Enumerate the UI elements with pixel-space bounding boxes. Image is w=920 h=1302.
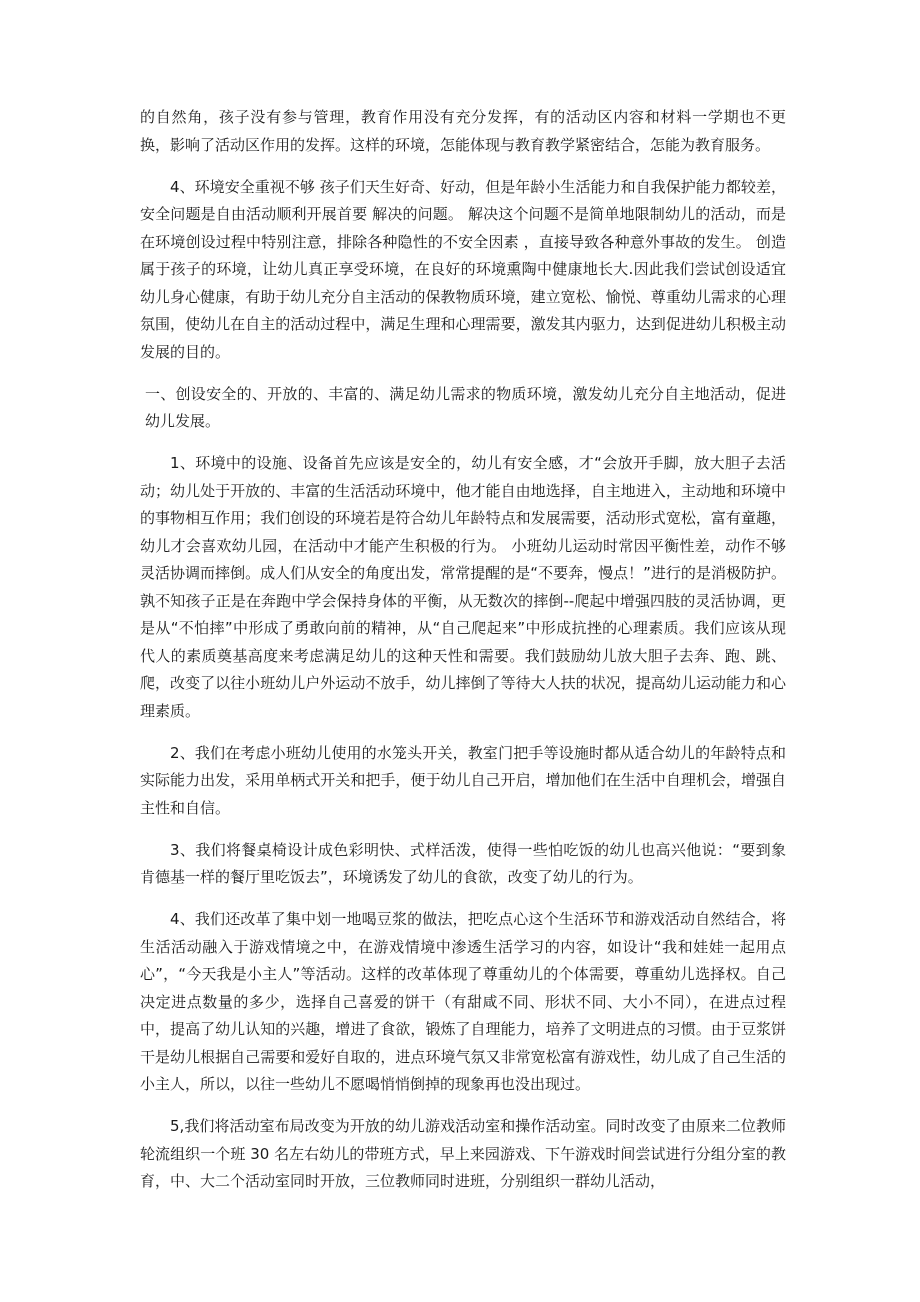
- section-heading: 一、创设安全的、开放的、丰富的、满足幼儿需求的物质环境，激发幼儿充分自主地活动，促进幼儿发展。: [145, 384, 786, 430]
- paragraph-item-3: 3、我们将餐桌椅设计成色彩明快、式样活泼，使得一些怕吃饭的幼儿也高兴他说：“要到象肯德基一样的餐厅里吃饭去”，环境诱发了幼儿的食欲，改变了幼儿的行为。: [140, 840, 786, 886]
- paragraph-item-4: 4、我们还改革了集中划一地喝豆浆的做法，把吃点心这个生活环节和游戏活动自然结合，将生活活动融入于游戏情境之中，在游戏情境中渗透生活学习的内容，如设计“我和娃娃一起用点心”，“今天我是小主人”等活动。这样的改革体现了尊重幼儿的个体需要，尊重幼儿选择权。自己决定进点数量的多少，选择自己喜爱的饼干（有甜咸不同、形状不同、大小不同），在进点过程中，提高了幼儿认知的兴趣，增进了食欲，锻炼了自理能力，培养了文明进点的习惯。由于豆浆饼干是幼儿根据自己需要和爱好自取的，进点环境气氛又非常宽松富有游戏性，幼儿成了自己生活的小主人，所以，以往一些幼儿不愿喝悄悄倒掉的现象再也没出现过。: [140, 910, 786, 1093]
- document-body: [140, 104, 786, 1210]
- paragraph-continuation: 的自然角，孩子没有参与管理，教育作用没有充分发挥，有的活动区内容和材料一学期也不更 换，影响了活动区作用的发挥。这样的环境，怎能体现与教育教学紧密结合，怎能为教育服务。: [140, 108, 786, 154]
- paragraph-safety: 4、环境安全重视不够 孩子们天生好奇、好动，但是年龄小生活能力和自我保护能力都较差，安全问题是自由活动顺利开展首要 解决的问题。 解决这个问题不是简单地限制幼儿的活动，而是在环境创设过程中特别注意，排除各种隐性的不安全因素 ，直接导致各种意外事故的发生。 创造属于孩子的环境，让幼儿真正享受环境，在良好的环境熏陶中健康地长大.因此我们尝试创设适宜幼儿身心健康，有助于幼儿充分自主活动的保教物质环境，建立宽松、愉悦、尊重幼儿需求的心理氛围，使幼儿在自主的活动过程中，满足生理和心理需要，激发其内驱力，达到促进幼儿积极主动发展的目的。: [140, 177, 786, 361]
- paragraph-item-2: 2、我们在考虑小班幼儿使用的水笼头开关，教室门把手等设施时都从适合幼儿的年龄特点和实际能力出发，采用单柄式开关和把手，便于幼儿自己开启，增加他们在生活中自理机会，增强自主性和自信。: [140, 743, 786, 817]
- paragraph-item-5: 5,我们将活动室布局改变为开放的幼儿游戏活动室和操作活动室。同时改变了由原来二位教师轮流组织一个班 30 名左右幼儿的带班方式，早上来园游戏、下午游戏时间尝试进行分组分室的教育，中、大二个活动室同时开放，三位教师同时进班，分别组织一群幼儿活动，: [140, 1117, 786, 1190]
- paragraph-item-1: 1、环境中的设施、设备首先应该是安全的，幼儿有安全感，才“会放开手脚，放大胆子去活动；幼儿处于开放的、丰富的生活活动环境中，他才能自由地选择，自主地进入，主动地和环境中的事物相互作用；我们创设的环境若是符合幼儿年龄特点和发展需要，活动形式宽松，富有童趣，幼儿才会喜欢幼儿园，在活动中才能产生积极的行为。 小班幼儿运动时常因平衡性差，动作不够灵活协调而摔倒。成人们从安全的角度出发，常常提醒的是“不要奔，慢点！”进行的是消极防护。孰不知孩子正是在奔跑中学会保持身体的平衡，从无数次的摔倒--爬起中增强四肢的灵活协调，更是从“不怕摔”中形成了勇敢向前的精神，从“自己爬起来”中形成抗挫的心理素质。我们应该从现代人的素质奠基高度来考虑满足幼儿的这种天性和需要。我们鼓励幼儿放大胆子去奔、跑、跳、爬，改变了以往小班幼儿户外运动不放手，幼儿摔倒了等待大人扶的状况，提高幼儿运动能力和心理素质。: [140, 454, 786, 720]
